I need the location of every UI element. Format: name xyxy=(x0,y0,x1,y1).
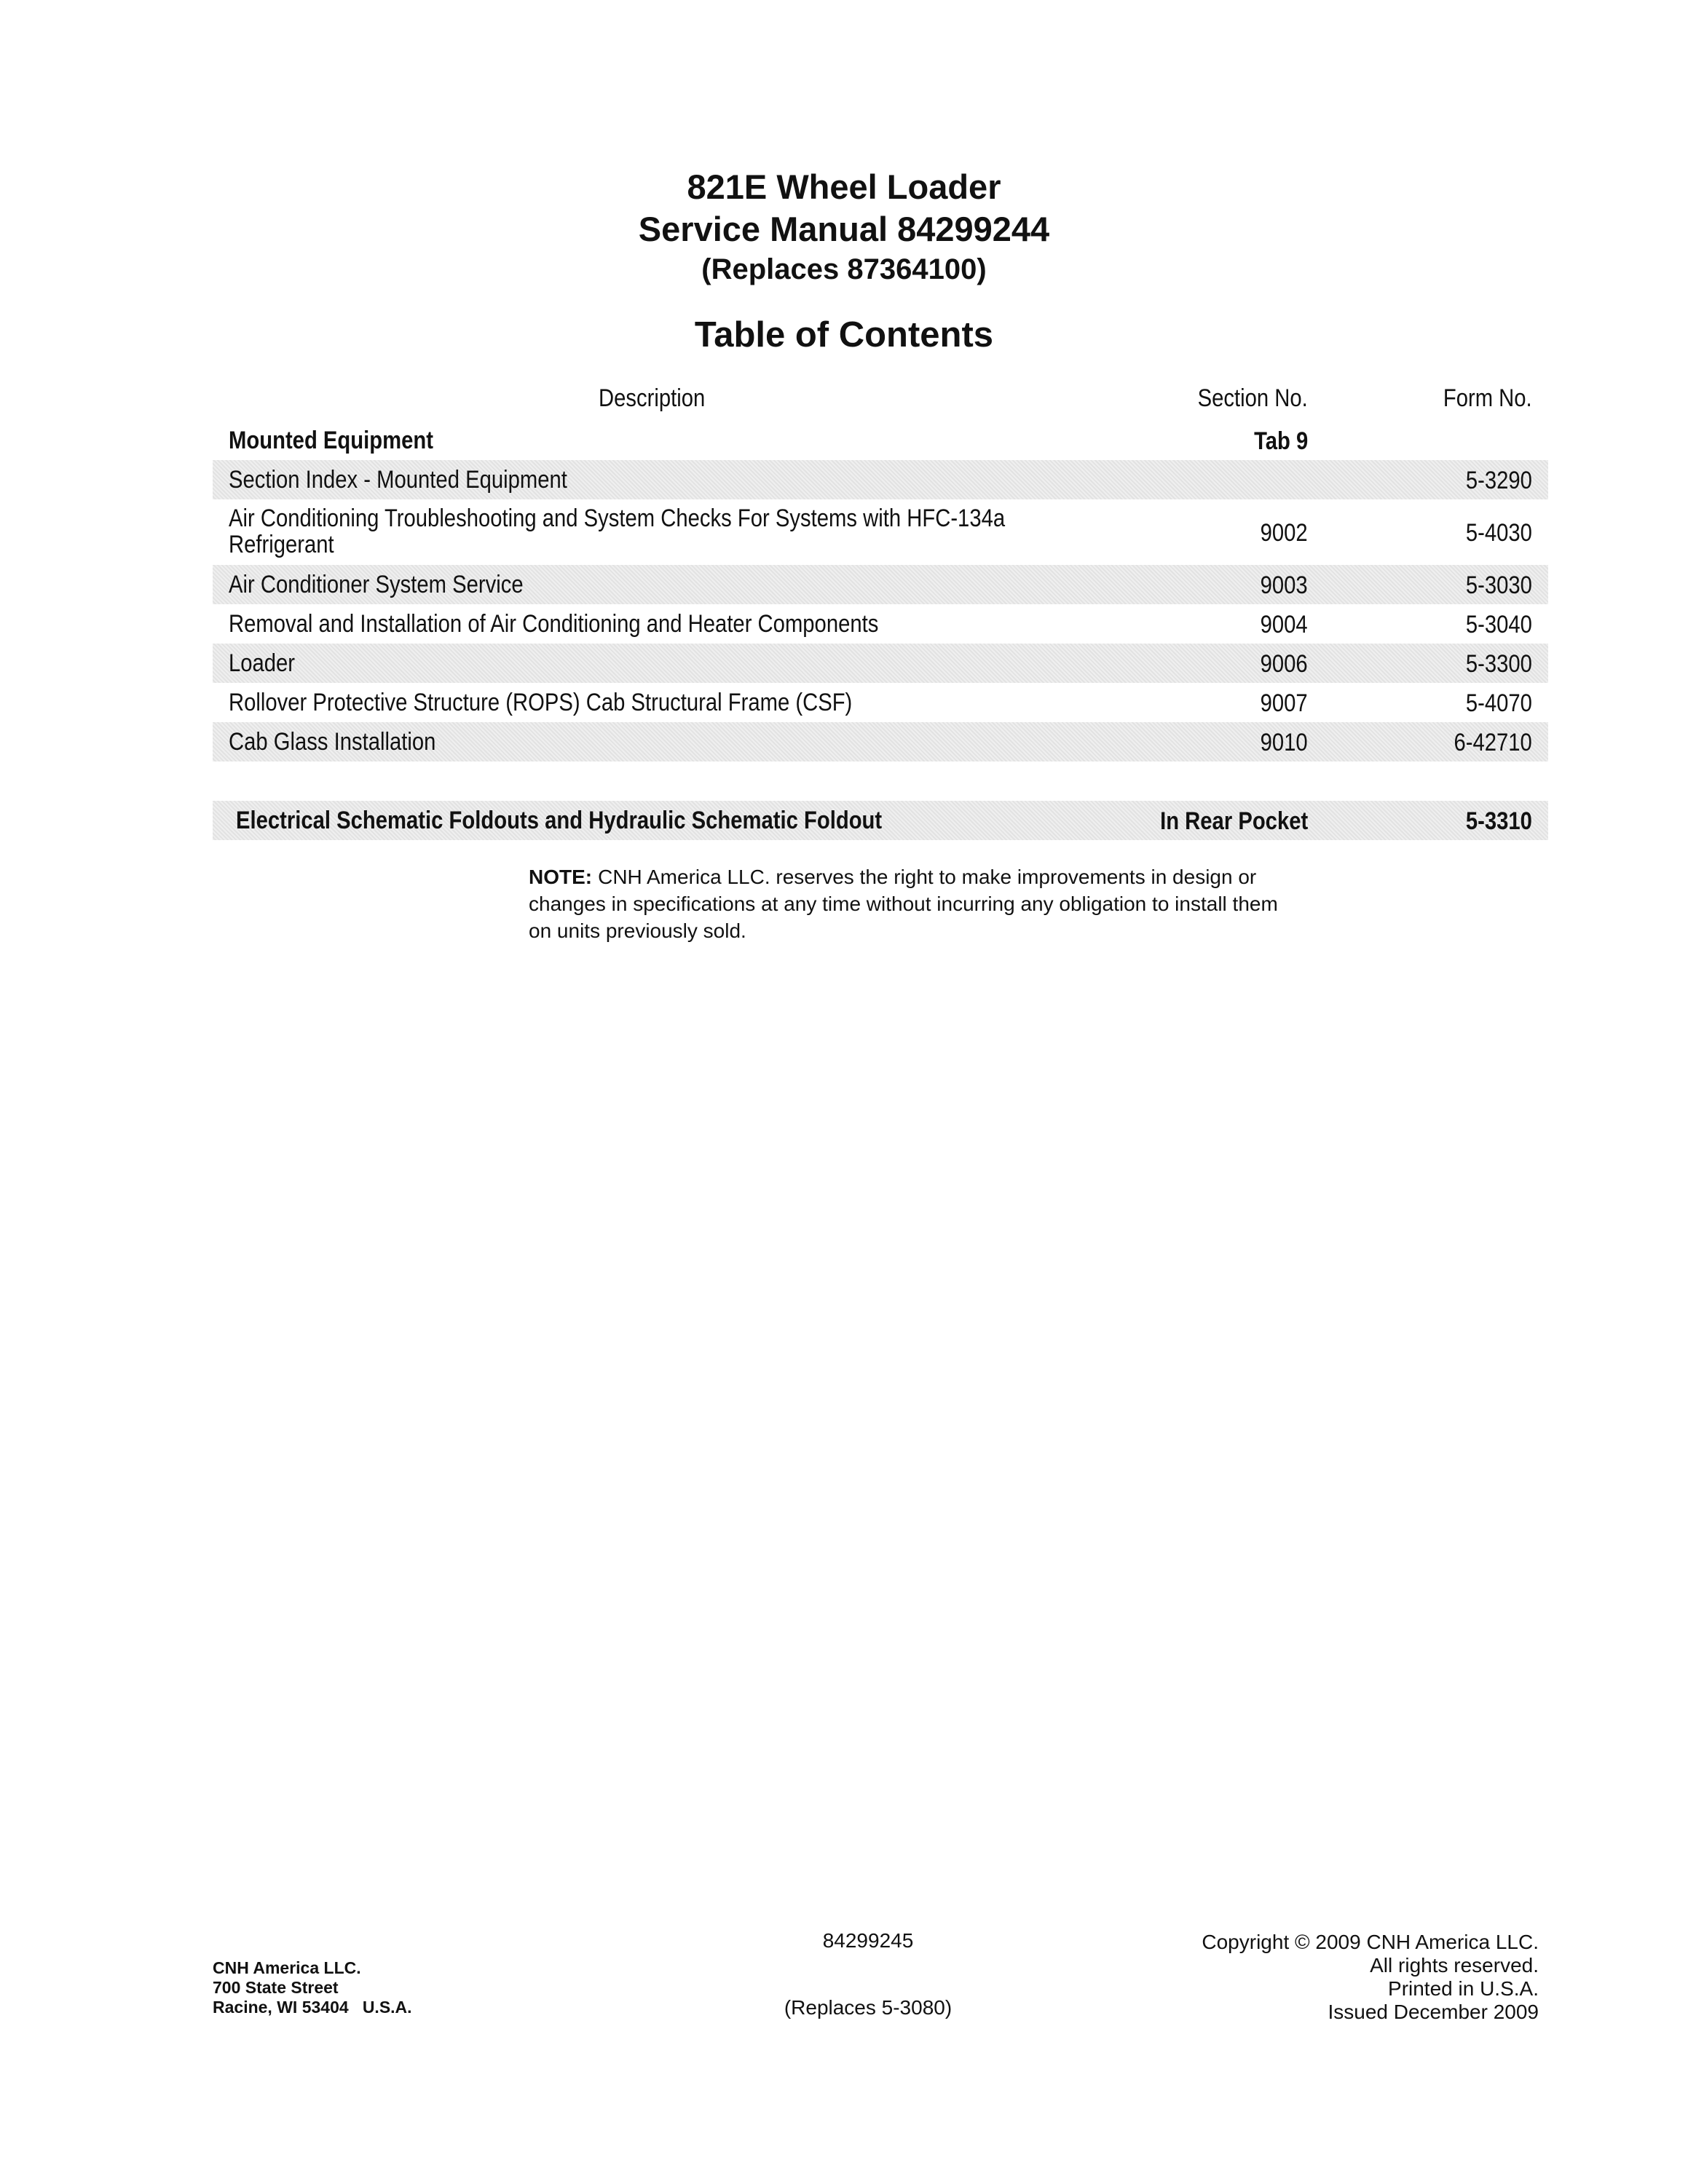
toc-group-row xyxy=(213,421,1548,460)
toc-table xyxy=(213,380,1548,840)
toc-row-description: Cab Glass Installation xyxy=(229,728,436,756)
toc-row-section: 9002 xyxy=(1260,519,1308,547)
toc-row[interactable] xyxy=(213,604,1548,644)
toc-row-section: 9006 xyxy=(1260,650,1308,678)
publisher-company: CNH America LLC. xyxy=(213,1958,361,1977)
manual-title-block xyxy=(0,166,1688,288)
toc-row-description: Removal and Installation of Air Conditioning and Heater Components xyxy=(229,610,879,638)
toc-row-description: Rollover Protective Structure (ROPS) Cab Structural Frame (CSF) xyxy=(229,689,853,716)
toc-row-section: 9007 xyxy=(1260,689,1308,717)
toc-row-form: 5-4070 xyxy=(1465,689,1532,717)
toc-rear-pocket-row[interactable] xyxy=(213,801,1548,840)
rear-pocket-form: 5-3310 xyxy=(1465,807,1532,835)
rights-text: All rights reserved. xyxy=(1370,1954,1539,1977)
issued-text: Issued December 2009 xyxy=(1328,2001,1539,2023)
part-replaces: (Replaces 5-3080) xyxy=(784,1996,953,2019)
toc-row-form: 5-3300 xyxy=(1465,650,1532,678)
toc-row-section: 9010 xyxy=(1260,729,1308,756)
toc-row[interactable] xyxy=(213,683,1548,722)
toc-row[interactable] xyxy=(213,565,1548,604)
copyright-text: Copyright © 2009 CNH America LLC. xyxy=(1202,1931,1539,1953)
toc-row-description: Air Conditioning Troubleshooting and System Checks For Systems with HFC-134a Refrigerant xyxy=(229,505,1006,558)
toc-row[interactable] xyxy=(213,644,1548,683)
column-header-form: Form No. xyxy=(1443,384,1532,412)
toc-row-form: 5-3040 xyxy=(1465,611,1532,638)
note-text: CNH America LLC. reserves the right to make improvements in design or changes in specifications at any time without incurring any obligation to install them on units previously sold. xyxy=(529,866,1278,942)
note-paragraph xyxy=(529,863,1301,944)
printed-text: Printed in U.S.A. xyxy=(1388,1977,1539,2000)
toc-row-form: 5-4030 xyxy=(1465,519,1532,547)
toc-row-section: 9004 xyxy=(1260,611,1308,638)
manual-title: 821E Wheel Loader xyxy=(687,167,1001,206)
toc-row-form: 6-42710 xyxy=(1454,729,1532,756)
group-tab: Tab 9 xyxy=(1253,427,1308,455)
toc-spacer xyxy=(213,761,1548,801)
rear-pocket-description: Electrical Schematic Foldouts and Hydraulic Schematic Foldout xyxy=(236,807,883,834)
toc-row-section: 9003 xyxy=(1260,571,1308,599)
toc-row[interactable] xyxy=(213,722,1548,761)
toc-row-form: 5-3030 xyxy=(1465,571,1532,599)
publisher-street: 700 State Street xyxy=(213,1978,339,1997)
rear-pocket-section: In Rear Pocket xyxy=(1159,807,1308,835)
copyright-block xyxy=(1202,1931,1539,2024)
toc-row[interactable] xyxy=(213,499,1548,565)
publisher-city: Racine, WI 53404 U.S.A. xyxy=(213,1998,412,2017)
column-header-section: Section No. xyxy=(1197,384,1308,412)
toc-row-description: Air Conditioner System Service xyxy=(229,571,524,598)
toc-row-description: Section Index - Mounted Equipment xyxy=(229,466,567,494)
toc-row[interactable] xyxy=(213,460,1548,499)
toc-row-form: 5-3290 xyxy=(1465,467,1532,494)
note-label: NOTE: xyxy=(529,866,593,888)
toc-row-description: Loader xyxy=(229,649,296,677)
replaces-note: (Replaces 87364100) xyxy=(701,253,987,285)
column-header-description: Description xyxy=(599,384,706,412)
manual-number: Service Manual 84299244 xyxy=(638,210,1050,248)
toc-column-headers xyxy=(213,380,1548,421)
group-name: Mounted Equipment xyxy=(229,427,434,454)
toc-heading: Table of Contents xyxy=(694,315,994,355)
part-number: 84299245 xyxy=(822,1929,914,1952)
